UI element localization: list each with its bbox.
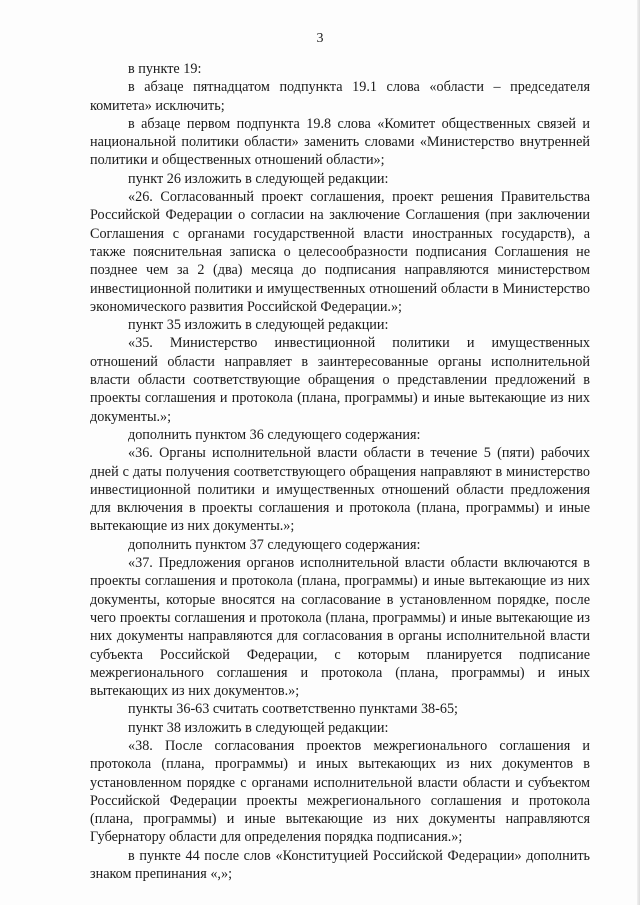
paragraph-subitem-19-8: в абзаце первом подпункта 19.8 слова «Комитет общественных связей и национальной политики области» заменить словами «Министерство внутренней политики и общественных отношений области»; [90, 115, 590, 169]
paragraph-item-44: в пункте 44 после слов «Конституцией Российской Федерации» дополнить знаком препинания «,»; [90, 847, 590, 883]
paragraph-subitem-19-1: в абзаце пятнадцатом подпункта 19.1 слова «области – председателя комитета» исключить; [90, 79, 590, 114]
paragraph-item-36-text: «36. Органы исполнительной власти области в течение 5 (пяти) рабочих дней с даты получения соответствующего обращения направляют в министерство инвестиционной политики и имущественных отношений области предложения для включения в проекты соглашения и протокола (плана, программы) и иные вытекающие из них документы.»; [90, 445, 590, 535]
paragraph-item-37-text: «37. Предложения органов исполнительной власти области включаются в проекты соглашения и протокола (плана, программы) и иные вытекающие из них документы, которые вносятся на согласование в установленном порядке, после чего проекты соглашения и протокола (плана, программы) и иные вытекающие из них документы направляются для согласования в органы исполнительной власти субъекта Российской Федерации, с которым планируется подписание межрегионального соглашения и протокола (плана, программы) и иных вытекающих из них документов.»; [90, 555, 590, 700]
paragraph-item-38-intro: пункт 38 изложить в следующей редакции: [128, 719, 389, 736]
paragraph-item-26-intro: пункт 26 изложить в следующей редакции: [128, 170, 389, 187]
page-number: 3 [316, 31, 324, 46]
document-body [90, 60, 590, 883]
paragraph-item-35-text: «35. Министерство инвестиционной политики и имущественных отношений области направляет в заинтересованные органы исполнительной власти области соответствующие обращения о представлении предложений в проекты соглашения и протокола (плана, программы) и иные вытекающие из них документы.»; [90, 335, 590, 425]
paragraph-item-19-intro: в пункте 19: [128, 61, 202, 77]
paragraph-item-26-text: «26. Согласованный проект соглашения, проект решения Правительства Российской Федерации о согласии на заключение Соглашения (при заключении Соглашения с органами государственной власти иностранных государств), а также пояснительная записка о целесообразности подписания Соглашения не позднее чем за 2 (два) месяца до подписания направляются министерством инвестиционной политики и имущественных отношений области в Министерство экономического развития Российской Федерации.»; [90, 189, 590, 315]
paragraph-item-38-text: «38. После согласования проектов межрегионального соглашения и протокола (плана, программы) и иных вытекающих из них документов в установленном порядке с органами исполнительной власти области и субъектом Российской Федерации проекты межрегионального соглашения и протокола (плана, программы) и иные вытекающие из них документы направляются Губернатору области для определения порядка подписания.»; [90, 737, 590, 846]
paragraph-renumbering: пункты 36-63 считать соответственно пунктами 38-65; [128, 701, 459, 718]
paragraph-item-36-intro: дополнить пунктом 36 следующего содержания: [128, 426, 421, 443]
paragraph-item-37-intro: дополнить пунктом 37 следующего содержания: [128, 536, 421, 553]
paragraph-item-35-intro: пункт 35 изложить в следующей редакции: [128, 317, 389, 334]
